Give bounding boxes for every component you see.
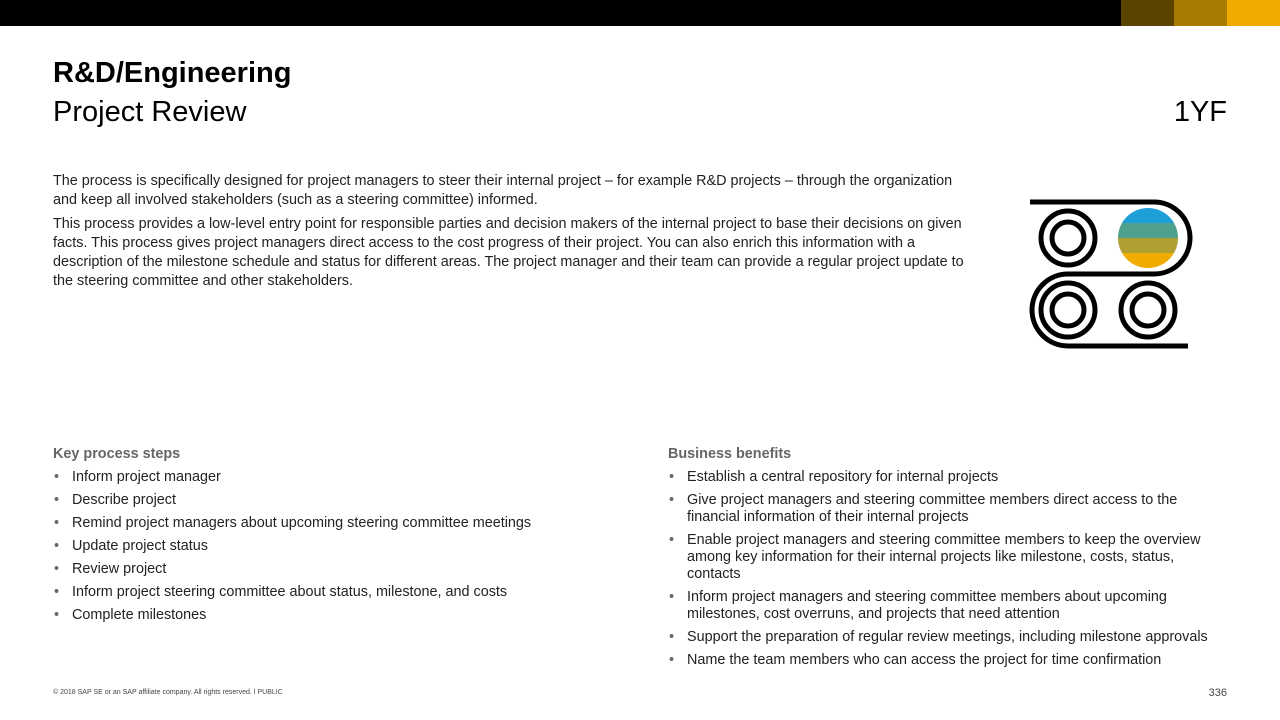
copyright-footer: © 2018 SAP SE or an SAP affiliate company. All rights reserved. ǀ PUBLIC <box>53 689 283 696</box>
page-number: 336 <box>1208 687 1227 699</box>
intro-text <box>53 172 973 296</box>
list-item: • Inform project manager <box>53 469 633 486</box>
colored-roller <box>1118 208 1178 268</box>
intro-paragraph: This process provides a low-level entry point for responsible parties and decision makers of the internal project to base their decisions on given facts. This process gives project managers direct access to the cost progress of their project. You can also enrich this information with a description of the milestone schedule and status for different areas. The project manager and their team can provide a regular project update to the steering committee and other stakeholders. <box>53 216 964 289</box>
accent-swatch-3 <box>1227 0 1280 26</box>
list-item: • Support the preparation of regular review meetings, including milestone approvals <box>668 629 1228 646</box>
top-bar <box>0 0 1280 26</box>
list-item: • Complete milestones <box>53 607 633 624</box>
list-item: • Establish a central repository for internal projects <box>668 469 1228 486</box>
list-item: • Describe project <box>53 492 633 509</box>
scope-item-code: 1YF <box>1173 96 1227 128</box>
key-steps-list <box>53 469 633 624</box>
intro-paragraph: The process is specifically designed for project managers to steer their internal project – for example R&D projects – through the organization and keep all involved stakeholders (such as a steering committee) informed. <box>53 173 953 208</box>
benefits-heading: Business benefits <box>668 446 792 462</box>
list-item: • Enable project managers and steering committee members to keep the overview among key information for their internal projects like milestone, costs, status, contacts <box>668 532 1228 583</box>
list-item: • Name the team members who can access the project for time confirmation <box>668 652 1228 669</box>
list-item: • Give project managers and steering committee members direct access to the financial information of their internal projects <box>668 492 1228 526</box>
benefits-list <box>668 469 1228 669</box>
accent-swatch-2 <box>1174 0 1227 26</box>
list-item: • Remind project managers about upcoming steering committee meetings <box>53 515 633 532</box>
conveyor-rollers-icon <box>1022 192 1194 360</box>
accent-swatch-1 <box>1121 0 1174 26</box>
business-benefits <box>668 445 1228 675</box>
list-item: • Inform project managers and steering committee members about upcoming milestones, cost overruns, and projects that need attention <box>668 589 1228 623</box>
list-item: • Inform project steering committee about status, milestone, and costs <box>53 584 633 601</box>
page-subtitle: Project Review <box>53 96 247 128</box>
page-title: R&D/Engineering <box>53 57 292 89</box>
key-steps-heading: Key process steps <box>53 446 181 462</box>
list-item: • Review project <box>53 561 633 578</box>
list-item: • Update project status <box>53 538 633 555</box>
key-process-steps <box>53 445 633 630</box>
